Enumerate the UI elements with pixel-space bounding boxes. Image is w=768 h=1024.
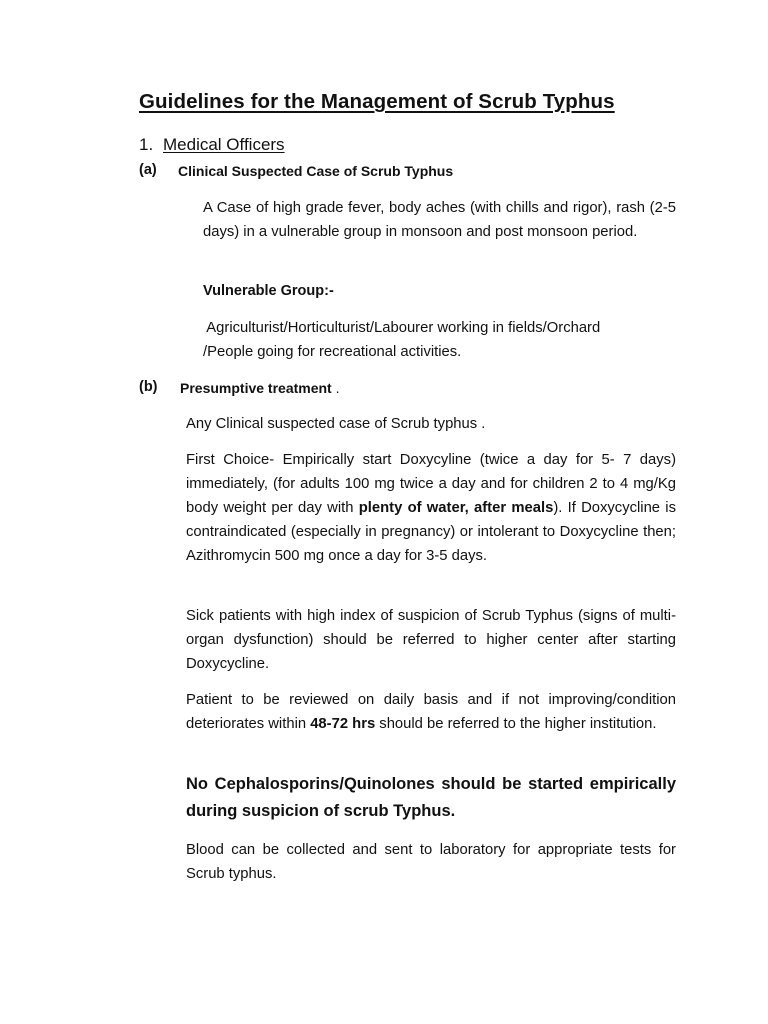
review-paragraph (186, 688, 676, 736)
first-choice-emphasis: plenty of water, after meals (358, 500, 554, 516)
blood-collection-paragraph: Blood can be collected and sent to laboratory for appropriate tests for Scrub typhus. (186, 842, 676, 882)
subsection-b-title (180, 380, 340, 396)
subsection-b-label: (b) (139, 379, 158, 395)
subsection-a-title: Clinical Suspected Case of Scrub Typhus (178, 163, 454, 179)
presumptive-treatment-title: Presumptive treatment (180, 380, 332, 396)
any-clinical-case-line: Any Clinical suspected case of Scrub typhus . (186, 416, 486, 432)
no-cephalosporins-warning: No Cephalosporins/Quinolones should be started empirically during suspicion of scrub Typhus. (186, 775, 676, 820)
first-choice-paragraph (186, 448, 676, 568)
first-choice-text-1: First Choice- Empirically start Doxycyline (twice a day for 5- 7 days) immediately, (for adults 100 mg twice a day and for children 2 to 4 mg/Kg body weight per day with (186, 452, 676, 516)
document-title: Guidelines for the Management of Scrub Typhus (139, 90, 615, 113)
subsection-a-label: (a) (139, 162, 157, 178)
section-number: 1. (139, 135, 154, 154)
title-suffix: . (331, 380, 340, 396)
section-title: Medical Officers (163, 135, 285, 154)
vulnerable-group-line-1: Agriculturist/Horticulturist/Labourer working in fields/Orchard (203, 320, 601, 336)
first-choice-text-2: ). If Doxycycline is contraindicated (especially in pregnancy) or intolerant to Doxycycline then; Azithromycin 500 mg once a day for 3-5 days. (186, 500, 676, 564)
sick-patients-paragraph: Sick patients with high index of suspicion of Scrub Typhus (signs of multi-organ dysfunction) should be referred to higher center after starting Doxycycline. (186, 608, 676, 672)
case-definition-paragraph: A Case of high grade fever, body aches (with chills and rigor), rash (2-5 days) in a vulnerable group in monsoon and post monsoon period. (203, 200, 676, 240)
review-text-2: should be referred to the higher institution. (375, 716, 657, 732)
vulnerable-group-line-2: /People going for recreational activities. (203, 344, 462, 360)
vulnerable-group-heading: Vulnerable Group:- (203, 283, 334, 299)
review-emphasis: 48-72 hrs (310, 716, 376, 732)
review-text-1: Patient to be reviewed on daily basis and if not improving/condition deteriorates within (186, 692, 676, 732)
